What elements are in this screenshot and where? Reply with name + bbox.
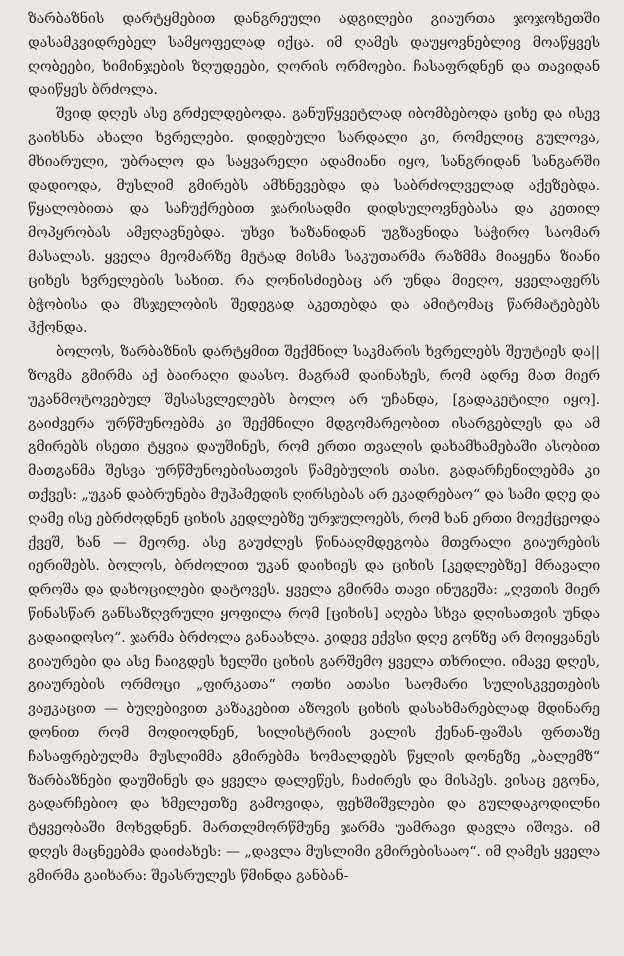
paragraph: ბოლოს, ზარბაზნის დარტყმით შექმნილ საკმარის ხვრელებს შეუტიეს და||ზოგმა გმირმა აქ ბაირაღი დაასო. მაგრამ დაინახეს, რომ ადრე მათ მიერ უკანმოტოვებულ შესასვლელებს ბოლო არ უჩანდა, [გადაკეტილი იყო]. გაიძვერა ურწმუნოებმა კი შექმნილი მდგომარეობით ისარგებლეს და ამ გმირებს ისეთი ტყვია დაუშინეს, რომ ერთი თვალის დახამხამებაში ასობით მათგანმა შესვა ურწმუნოებისათვის წამებულის თასი. გადარჩენილებმა კი თქვეს: „უკან დაბრუნება მუჰამედის ღირსებას არ ეკადრებაო“ და სამი დღე და ღამე ისე ებრძოდნენ ციხის კედლებზე ურჯულოებს, რომ ხან ერთი მოექცეოდა ქვეშ, ხან — მეორე. ასე გაუძლეს წინააღმდეგობა მთვრალი გიაურების იერიშებს. ბოლოს, ბრძოლით უკან დაიხიეს და ციხის [კედლებზე] მრავალი დროშა და დახოცილები დატოვეს. ყველა გმირმა თავი ინუგეშა: „ღვთის მიერ წინასწარ განსაზღვრული ყოფილა რომ [ციხის] აღება სხვა დღისათვის უნდა გადაიდოსო“. ჯარმა ბრძოლა განაახლა. კიდევ ექვსი დღე გონზე არ მოიყვანეს გიაურები და ასე ჩაიგდეს ხელში ციხის გარშემო ყველა თხრილი. იმავე დღეს, გიაურების ორმოცი „ფირკათა“ ოთხი ათასი საომარი სულისკვეთების ვაჟკაცით — ბუღებივით კაზაკებით აზოვის ციხის დასახმარებლად მდინარე დონით რომ მოდიოდნენ, სილისტრიის ვალის ქენან-ფაშას ფრთაზე ჩასაფრებულმა მუსლიმმა გმირებმა ხომალდებს წყლის დონეზე „ბალემზ“ ზარბაზნები დაუშინეს და ყველა დალეწეს, ჩაძირეს და მისპეს. ვისაც ეგონა, გადარჩებიო და ხმელეთზე გამოვიდა, ფეხშიშვლები და გულდაკოდილნი ტყვეობაში მოხვდნენ. მართლმორწმუნე ჯარმა უამრავი დავლა იშოვა. იმ დღეს მაცნეებმა დაიძახეს: — „დავლა მუსლიმი გმირებისააო“. იმ ღამეს ყველა გმირმა გაიხარა: შეასრულეს წმინდა განბან-	[28, 344, 600, 884]
paragraph: ზარბაზნის დარტყმებით დანგრეული ადგილები გიაურთა ჯოჯოხეთში დასამკვიდრებელ სამყოფელად იქცა. იმ ღამეს დაუყოვნებლივ მოაწყვეს ღობეები, ხიმინჯების ზღუდეები, ღორის ორმოები. ჩასაფრდნენ და თავიდან დაიწყეს ბრძოლა.	[28, 11, 600, 99]
paragraph: შვიდ დღეს ასე გრძელდებოდა. განუწყვეტლად იბომბებოდა ციხე და ისევ გაიხსნა ახალი ხვრელები. დიდებული სარდალი კი, რომელიც გულოვა, მხიარული, უბრალო და საყვარელი ადამიანი იყო, სანგრიდან სანგარში დადიოდა, მუსლიმ გმირებს ამხნევებდა და საბრძოლველად აქეზებდა. წყალობითა და საჩუქრებით ჯარისადმი დიდსულოვნებასა და კეთილ მოპყრობას ამჟღავნებდა. უხვი ხაზანიდან უგზავნიდა საჭირო საომარ მასალას. ყველა მეომარზე მეტად მისმა საკუთარმა რაზმმა მიაყენა ზიანი ციხეს ხვრელების სახით. რა ღონისძიებაც არ უნდა მიეღო, ყველაფერს ბჭობისა და მსჯელობის შედეგად აკეთებდა და ამიტომაც წარმატებებს ჰქონდა.	[28, 106, 600, 337]
document-body	[28, 8, 600, 888]
